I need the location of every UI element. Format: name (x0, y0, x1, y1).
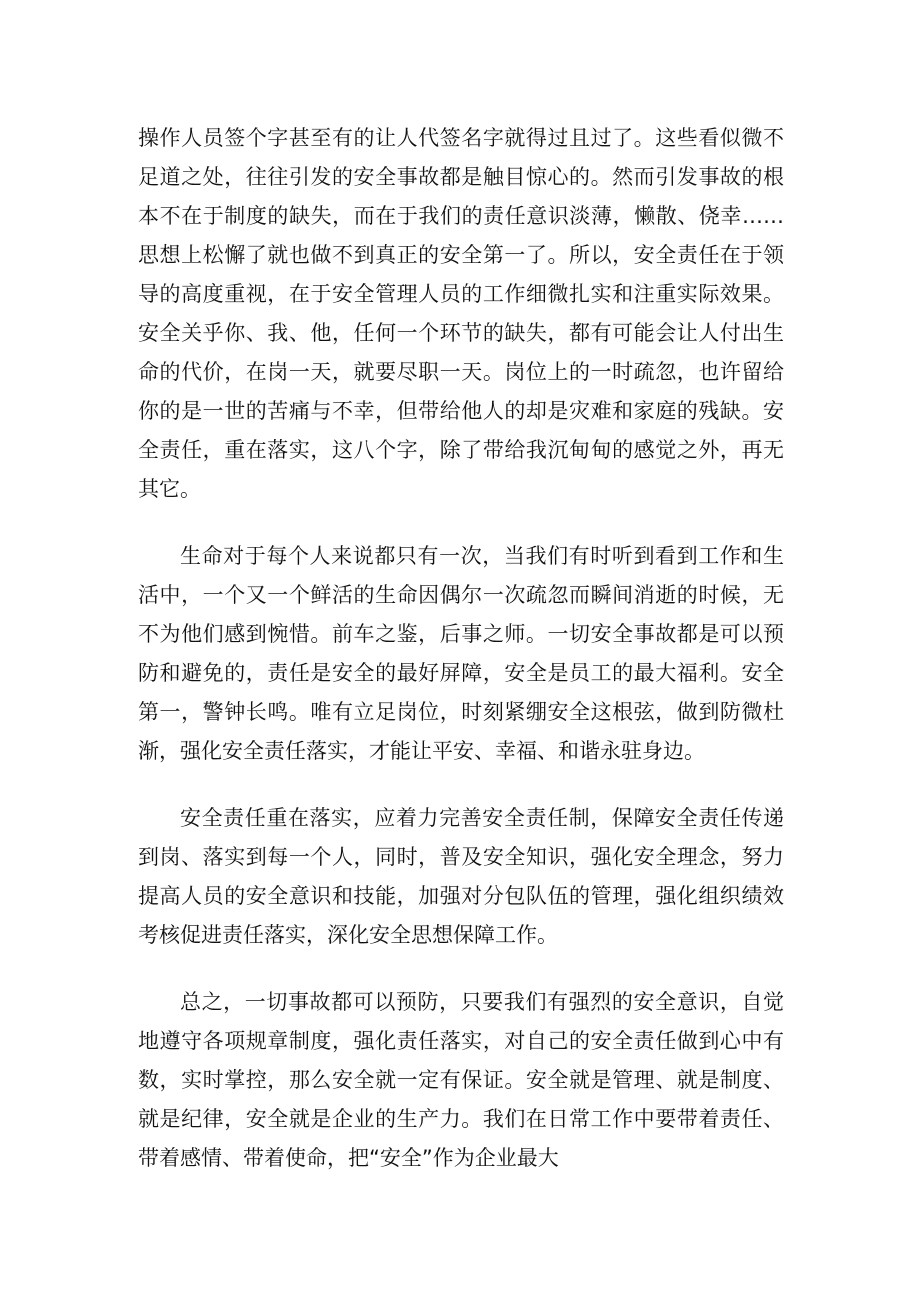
paragraph-1: 操作人员签个字甚至有的让人代签名字就得过且过了。这些看似微不足道之处，往往引发的安全事故都是触目惊心的。然而引发事故的根本不在于制度的缺失，而在于我们的责任意识淡薄，懒散、侥幸……思想上松懈了就也做不到真正的安全第一了。所以，安全责任在于领导的高度重视，在于安全管理人员的工作细微扎实和注重实际效果。安全关乎你、我、他，任何一个环节的缺失，都有可能会让人付出生命的代价，在岗一天，就要尽职一天。岗位上的一时疏忽，也许留给你的是一世的苦痛与不幸，但带给他人的却是灾难和家庭的残缺。安全责任，重在落实，这八个字，除了带给我沉甸甸的感觉之外，再无其它。 (138, 126, 784, 501)
paragraph-4: 总之，一切事故都可以预防，只要我们有强烈的安全意识，自觉地遵守各项规章制度，强化责任落实，对自己的安全责任做到心中有数，实时掌控，那么安全就一定有保证。安全就是管理、就是制度、就是纪律，安全就是企业的生产力。我们在日常工作中要带着责任、带着感情、带着使命，把“安全”作为企业最大 (138, 990, 784, 1170)
paragraph-2: 生命对于每个人来说都只有一次，当我们有时听到看到工作和生活中，一个又一个鲜活的生命因偶尔一次疏忽而瞬间消逝的时候，无不为他们感到惋惜。前车之鉴，后事之师。一切安全事故都是可以预防和避免的，责任是安全的最好屏障，安全是员工的最大福利。安全第一，警钟长鸣。唯有立足岗位，时刻紧绷安全这根弦，做到防微杜渐，强化安全责任落实，才能让平安、幸福、和谐永驻身边。 (138, 544, 784, 763)
paragraph-3: 安全责任重在落实，应着力完善安全责任制，保障安全责任传递到岗、落实到每一个人，同时，普及安全知识，强化安全理念，努力提高人员的安全意识和技能，加强对分包队伍的管理，强化组织绩效考核促进责任落实，深化安全思想保障工作。 (138, 806, 784, 947)
document-body (138, 119, 784, 1206)
